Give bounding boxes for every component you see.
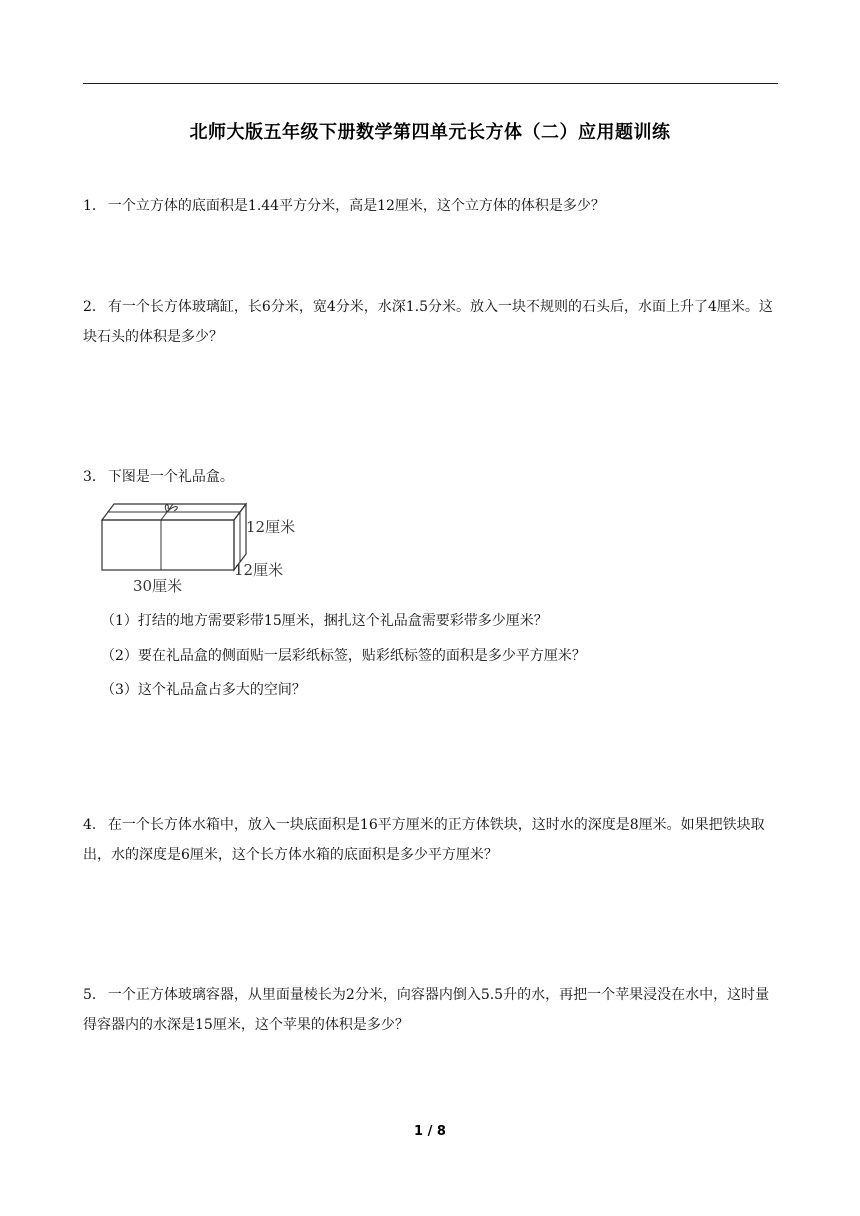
length-label: 30厘米: [133, 577, 183, 595]
gift-box-drawing: [96, 496, 316, 598]
question-text: 下图是一个礼品盒。: [107, 469, 234, 485]
question-3: [83, 462, 780, 492]
question-number: 5．: [83, 987, 106, 1003]
header-rule: [83, 83, 778, 84]
question-3-sub-1: （1）打结的地方需要彩带15厘米，捆扎这个礼品盒需要彩带多少厘米？: [101, 613, 548, 629]
height-label: 12厘米: [246, 518, 296, 536]
question-number: 1．: [83, 198, 106, 214]
question-text: 一个正方体玻璃容器，从里面量棱长为2分米，向容器内倒入5.5升的水，再把一个苹果浸没在水中，这时量得容器内的水深是15厘米，这个苹果的体积是多少？: [83, 987, 770, 1033]
box-front-face: [102, 520, 234, 570]
question-text: 有一个长方体玻璃缸，长6分米，宽4分米，水深1.5分米。放入一块不规则的石头后，水面上升了4厘米。这块石头的体积是多少？: [83, 299, 773, 345]
question-number: 3．: [83, 469, 106, 485]
question-text: 一个立方体的底面积是1.44平方分米，高是12厘米，这个立方体的体积是多少？: [107, 198, 605, 214]
question-1: [83, 191, 780, 221]
question-3-sub-2: （2）要在礼品盒的侧面贴一层彩纸标签，贴彩纸标签的面积是多少平方厘米？: [101, 648, 586, 664]
question-number: 2．: [83, 299, 106, 315]
question-2: [83, 292, 780, 352]
gift-box-figure: [96, 496, 316, 598]
question-text: 在一个长方体水箱中，放入一块底面积是16平方厘米的正方体铁块，这时水的深度是8厘米。如果把铁块取出，水的深度是6厘米，这个长方体水箱的底面积是多少平方厘米？: [83, 817, 765, 863]
width-label: 12厘米: [234, 561, 284, 579]
document-title: 北师大版五年级下册数学第四单元长方体（二）应用题训练: [189, 122, 671, 143]
question-4: [83, 810, 780, 870]
question-3-sub-3: （3）这个礼品盒占多大的空间？: [101, 682, 306, 698]
page-number: 1 / 8: [414, 1124, 446, 1139]
question-5: [83, 980, 780, 1040]
question-number: 4．: [83, 817, 106, 833]
